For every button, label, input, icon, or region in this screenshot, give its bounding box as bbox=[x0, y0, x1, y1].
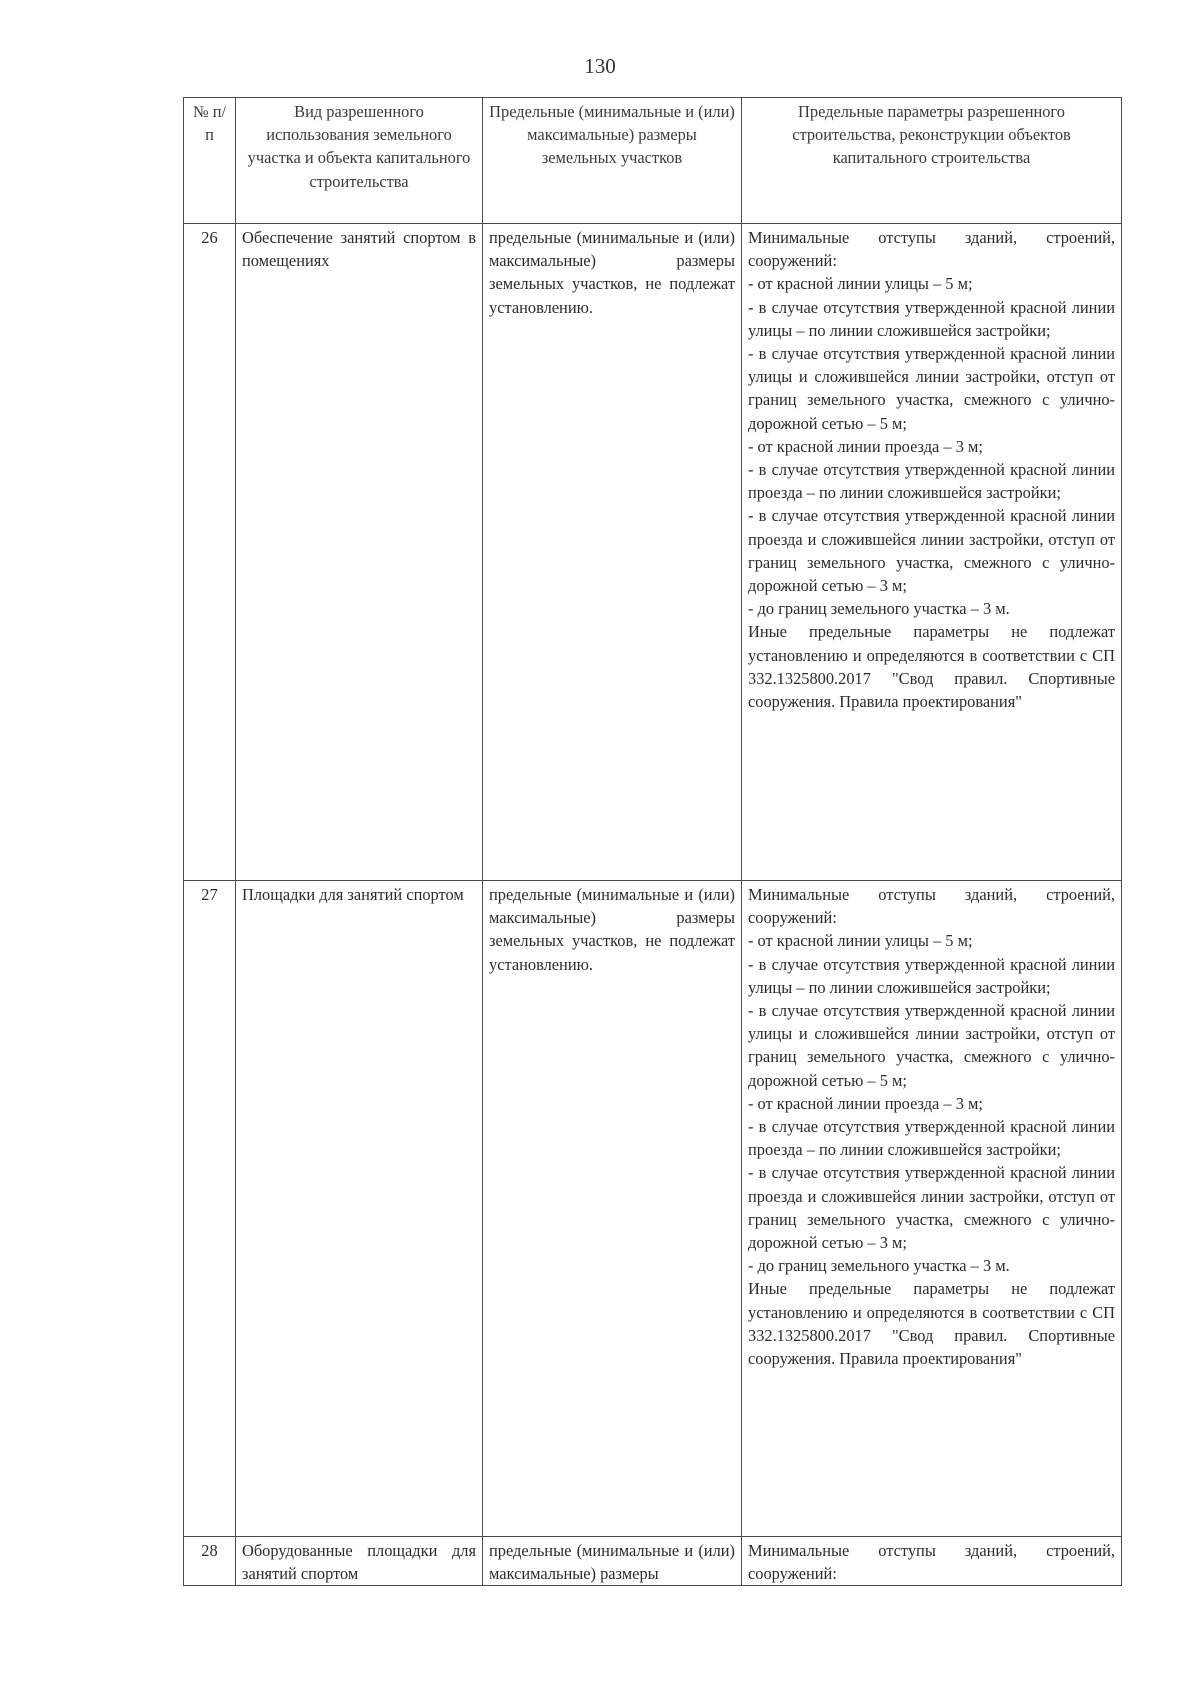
page-number: 130 bbox=[584, 54, 616, 78]
row-plot-size: предельные (минимальные и (или) максимальные) размеры bbox=[483, 1537, 742, 1586]
param-line: - от красной линии улицы – 5 м; bbox=[748, 931, 973, 951]
row-num: 26 bbox=[184, 224, 236, 881]
param-line: - до границ земельного участка – 3 м. bbox=[748, 1256, 1010, 1276]
param-line: - от красной линии проезда – 3 м; bbox=[748, 436, 983, 456]
row-use-type: Площадки для занятий спортом bbox=[236, 881, 483, 1537]
header-use-type: Вид разрешенного использования земельного участка и объекта капитального строительства bbox=[236, 98, 483, 224]
param-line: - до границ земельного участка – 3 м. bbox=[748, 599, 1010, 619]
param-line: - в случае отсутствия утвержденной красной линии улицы и сложившейся линии застройки, отступ от границ земельного участка, смежного с улично-дорожной сетью – 5 м; bbox=[748, 344, 1115, 433]
row-build-params bbox=[742, 1537, 1122, 1586]
param-line: - от красной линии проезда – 3 м; bbox=[748, 1093, 983, 1113]
table-row bbox=[184, 224, 1122, 881]
param-line: - в случае отсутствия утвержденной красной линии улицы и сложившейся линии застройки, отступ от границ земельного участка, смежного с улично-дорожной сетью – 5 м; bbox=[748, 1001, 1115, 1090]
row-plot-size: предельные (минимальные и (или) максимальные) размеры земельных участков, не подлежат установлению. bbox=[483, 224, 742, 881]
row-build-params bbox=[742, 224, 1122, 881]
row-use-type: Обеспечение занятий спортом в помещениях bbox=[236, 224, 483, 881]
row-use-type: Оборудованные площадки для занятий спортом bbox=[236, 1537, 483, 1586]
table-row bbox=[184, 881, 1122, 1537]
row-num: 27 bbox=[184, 881, 236, 1537]
table-header-row bbox=[184, 98, 1122, 224]
header-build-params: Предельные параметры разрешенного строительства, реконструкции объектов капитального строительства bbox=[742, 98, 1122, 224]
header-plot-size: Предельные (минимальные и (или) максимальные) размеры земельных участков bbox=[483, 98, 742, 224]
param-line: Минимальные отступы зданий, строений, сооружений: bbox=[748, 1541, 1115, 1584]
param-line: Минимальные отступы зданий, строений, сооружений: bbox=[748, 228, 1115, 271]
param-line: - от красной линии улицы – 5 м; bbox=[748, 274, 973, 294]
param-line: - в случае отсутствия утвержденной красной линии улицы – по линии сложившейся застройки; bbox=[748, 297, 1115, 340]
table-row bbox=[184, 1537, 1122, 1586]
param-line: - в случае отсутствия утвержденной красной линии проезда – по линии сложившейся застройки; bbox=[748, 1117, 1115, 1160]
param-line: Иные предельные параметры не подлежат установлению и определяются в соответствии с СП 332.1325800.2017 "Свод правил. Спортивные сооружения. Правила проектирования" bbox=[748, 622, 1115, 712]
param-line: - в случае отсутствия утвержденной красной линии проезда и сложившейся линии застройки, отступ от границ земельного участка, смежного с улично-дорожной сетью – 3 м; bbox=[748, 506, 1115, 596]
param-line: - в случае отсутствия утвержденной красной линии проезда – по линии сложившейся застройки; bbox=[748, 460, 1115, 503]
param-line: Иные предельные параметры не подлежат установлению и определяются в соответствии с СП 332.1325800.2017 "Свод правил. Спортивные сооружения. Правила проектирования" bbox=[748, 1279, 1115, 1369]
row-plot-size: предельные (минимальные и (или) максимальные) размеры земельных участков, не подлежат установлению. bbox=[483, 881, 742, 1537]
param-line: - в случае отсутствия утвержденной красной линии проезда и сложившейся линии застройки, отступ от границ земельного участка, смежного с улично-дорожной сетью – 3 м; bbox=[748, 1163, 1115, 1253]
row-num: 28 bbox=[184, 1537, 236, 1586]
param-line: - в случае отсутствия утвержденной красной линии улицы – по линии сложившейся застройки; bbox=[748, 954, 1115, 997]
row-build-params bbox=[742, 881, 1122, 1537]
param-line: Минимальные отступы зданий, строений, сооружений: bbox=[748, 885, 1115, 928]
regulations-table bbox=[183, 97, 1122, 1586]
header-num: № п/п bbox=[184, 98, 236, 224]
